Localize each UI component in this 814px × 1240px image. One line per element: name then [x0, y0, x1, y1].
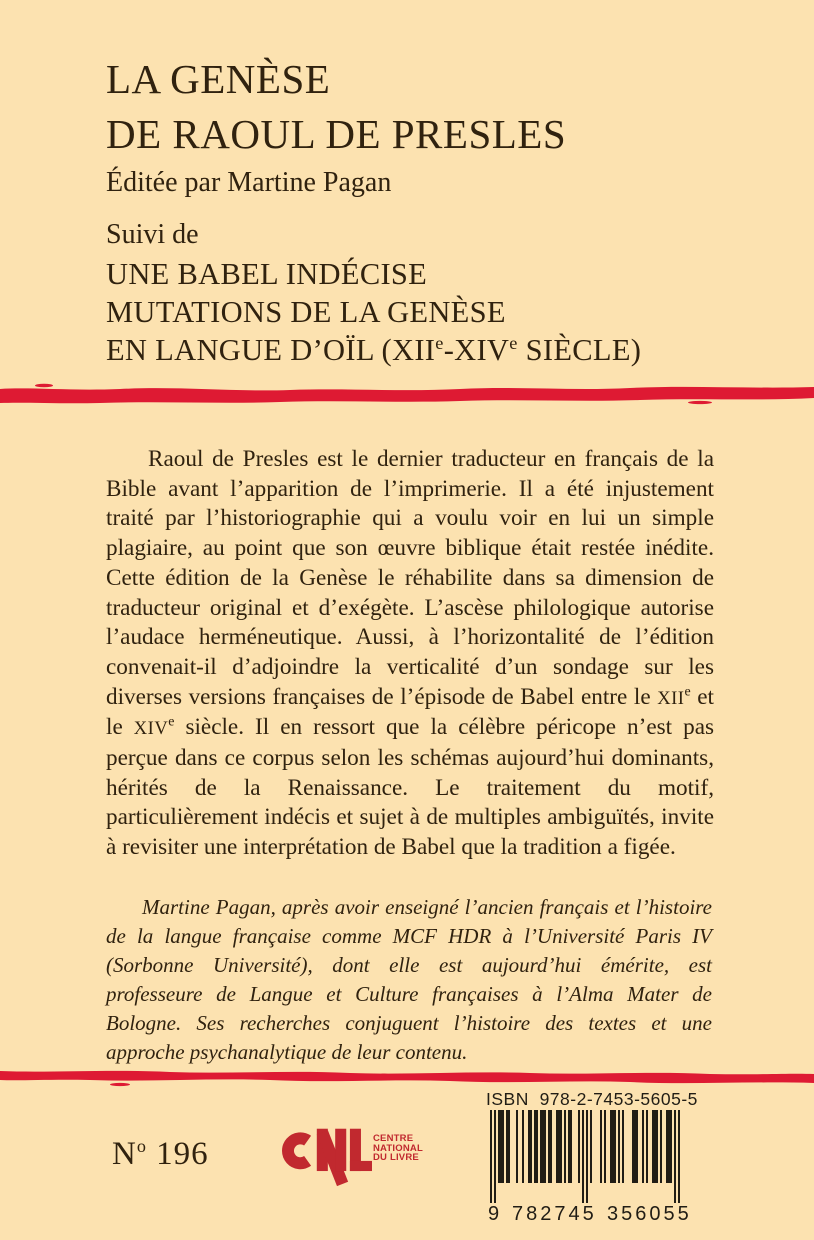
barcode-bar: [646, 1110, 648, 1183]
text-segment: XII: [657, 687, 685, 709]
red-brush-stroke-bottom: [0, 1064, 814, 1090]
collection-issue-number: [112, 1136, 209, 1173]
barcode-bar: [550, 1110, 552, 1183]
title-line-2: DE RAOUL DE PRESLES: [106, 111, 567, 157]
title-line-1: LA GENÈSE: [106, 56, 331, 102]
barcode-bar: [604, 1110, 606, 1183]
text-segment: -XIV: [443, 333, 510, 367]
barcode-bar: [656, 1110, 658, 1183]
barcode-bar: [674, 1110, 676, 1203]
ean-right-digits: 356055: [607, 1203, 692, 1225]
barcode-bar: [502, 1110, 504, 1183]
barcode-bar: [544, 1110, 546, 1183]
barcode-bar: [530, 1110, 532, 1183]
barcode-bar: [670, 1110, 672, 1183]
barcode-bar: [636, 1110, 638, 1183]
text-segment: e: [435, 332, 444, 353]
barcode-bar: [490, 1110, 492, 1203]
issue-ordinal: o: [136, 1136, 147, 1156]
barcode-bar: [586, 1110, 588, 1203]
barcode-bar: [590, 1110, 592, 1183]
cnl-caption-line-2: NATIONAL: [373, 1142, 423, 1154]
red-brush-stroke-top: [0, 381, 814, 407]
barcode-bar: [622, 1110, 624, 1183]
author-bio-paragraph: Martine Pagan, après avoir enseigné l’ancien français et l’histoire de la langue française comme MCF HDR à l’Université Paris IV (Sorbonne Université), dont elle est aujourd’hui émérite, est professeure de Langue et Culture françaises à l’Alma Mater de Bologne. Ses recherches conjuguent l’histoire des textes et une approche psychanalytique de leur contenu.: [106, 895, 712, 1064]
text-segment: SIÈCLE): [517, 333, 642, 367]
text-segment: XIV: [133, 718, 169, 740]
barcode-bar: [522, 1110, 524, 1183]
barcode-bar: [618, 1110, 620, 1183]
subtitle-line-1: UNE BABEL INDÉCISE: [106, 257, 428, 291]
barcode-bars: [490, 1110, 680, 1204]
barcode-bar: [536, 1110, 538, 1183]
text-segment: et le: [106, 683, 714, 741]
barcode-bar: [660, 1110, 662, 1183]
text-segment: EN LANGUE D’OÏL (XII: [106, 333, 436, 367]
issue-prefix: N: [112, 1136, 137, 1172]
text-segment: e: [684, 683, 691, 699]
book-title: [106, 52, 566, 162]
barcode-bar: [600, 1110, 602, 1183]
ean-left-digits: 782745: [512, 1203, 597, 1225]
text-segment: e: [509, 332, 518, 353]
isbn-barcode-block: [476, 1089, 698, 1225]
text-segment: Raoul de Presles est le dernier traducteur en français de la Bible avant l’apparition de l’imprimerie. Il a été injustement traité par l’historiographie qui a voulu voir en lui un simple plagiaire, au point que son œuvre biblique était restée inédite. Cette édition de la Genèse le réhabilite dans sa dimension de traducteur original et d’exégète. L’ascèse philologique autorise l’audace herméneutique. Aussi, à l’horizontalité de l’édition convenait-il d’adjoindre la verticalité d’un sondage sur les diverses versions françaises de l’épisode de Babel entre le: [106, 446, 714, 710]
followed-by-line: Suivi de: [106, 219, 199, 250]
barcode-bar: [508, 1110, 510, 1183]
text-segment: siècle. Il en ressort que la célèbre péricope n’est pas perçue dans ce corpus selon les schémas aujourd’hui dominants, hérités de la Renaissance. Le traitement du motif, particulièrement indécis et sujet à de multiples ambiguïtés, invite à revisiter une interprétation de Babel que la tradition a figée.: [106, 714, 715, 861]
blurb-paragraph: [106, 445, 714, 863]
barcode-bar: [560, 1110, 562, 1183]
barcode-bar: [570, 1110, 572, 1183]
barcode-bar: [516, 1110, 518, 1183]
barcode-bar: [494, 1110, 496, 1203]
editor-line: Éditée par Martine Pagan: [106, 167, 392, 198]
barcode-bar: [564, 1110, 566, 1183]
cnl-caption-line-3: DU LIVRE: [373, 1152, 419, 1163]
barcode-bar: [582, 1110, 584, 1203]
isbn-label: ISBN 978-2-7453-5605-5: [486, 1089, 698, 1109]
cnl-logo-icon: [280, 1126, 372, 1194]
barcode-bar: [578, 1110, 580, 1183]
cnl-caption-line-1: CENTRE: [373, 1133, 414, 1144]
subtitle-line-3: [106, 331, 641, 369]
ean-first-digit: 9: [488, 1203, 500, 1225]
barcode-bar: [614, 1110, 616, 1183]
book-subtitle: [106, 255, 641, 369]
text-segment: e: [168, 714, 175, 730]
cnl-logo-caption: [373, 1134, 423, 1163]
barcode-bar: [642, 1110, 644, 1183]
issue-value: 196: [146, 1136, 209, 1172]
barcode-bar: [678, 1110, 680, 1203]
subtitle-line-2: MUTATIONS DE LA GENÈSE: [106, 295, 506, 329]
